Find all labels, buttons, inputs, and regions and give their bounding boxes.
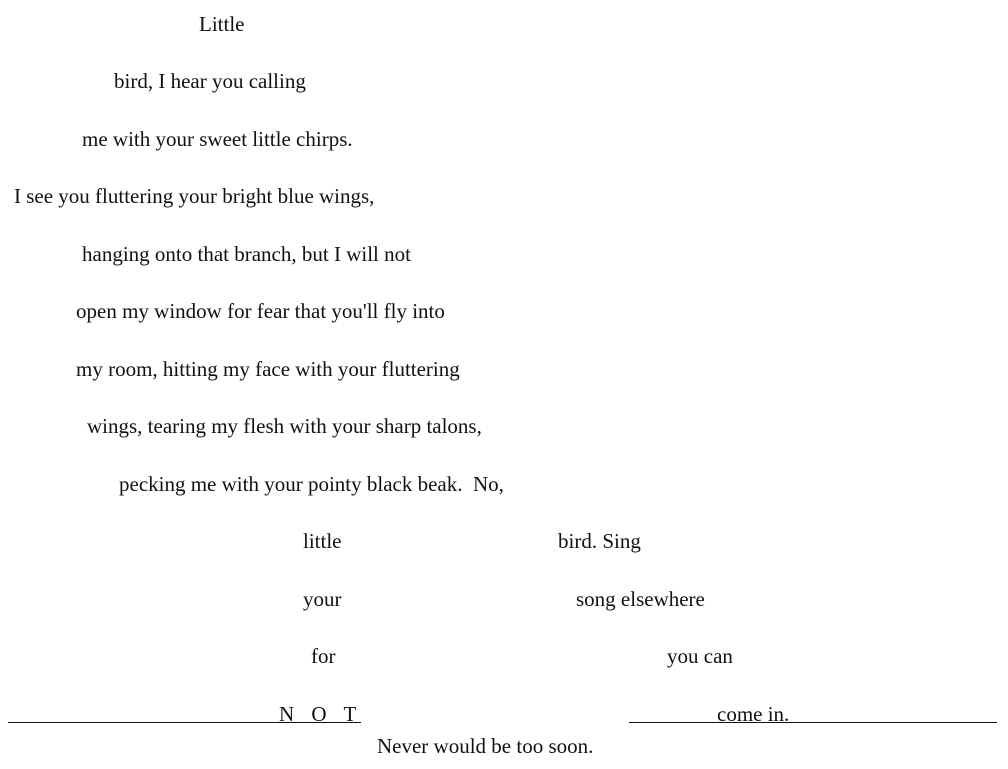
poem-last-line: Never would be too soon.: [377, 734, 594, 758]
poem-line-9: pecking me with your pointy black beak. No,: [119, 472, 504, 496]
split-line-4-right: come in.: [717, 702, 790, 726]
split-line-4-left: N O T: [279, 702, 363, 726]
poem-line-8: wings, tearing my flesh with your sharp talons,: [87, 414, 482, 438]
right-underline-rule: [629, 722, 997, 723]
split-line-3-right: you can: [667, 644, 733, 668]
split-line-1-left: little: [303, 529, 342, 553]
split-line-3-left: for: [311, 644, 336, 668]
poem-line-2: bird, I hear you calling: [114, 69, 306, 93]
poem-line-1: Little: [199, 12, 245, 36]
poem-line-4: I see you fluttering your bright blue wings,: [14, 184, 375, 208]
poem-line-5: hanging onto that branch, but I will not: [82, 242, 411, 266]
split-line-2-right: song elsewhere: [576, 587, 705, 611]
left-underline-rule: [8, 722, 361, 723]
poem-line-7: my room, hitting my face with your fluttering: [76, 357, 460, 381]
poem-line-6: open my window for fear that you'll fly into: [76, 299, 445, 323]
split-line-2-left: your: [303, 587, 342, 611]
split-line-1-right: bird. Sing: [558, 529, 641, 553]
poem-line-3: me with your sweet little chirps.: [82, 127, 353, 151]
